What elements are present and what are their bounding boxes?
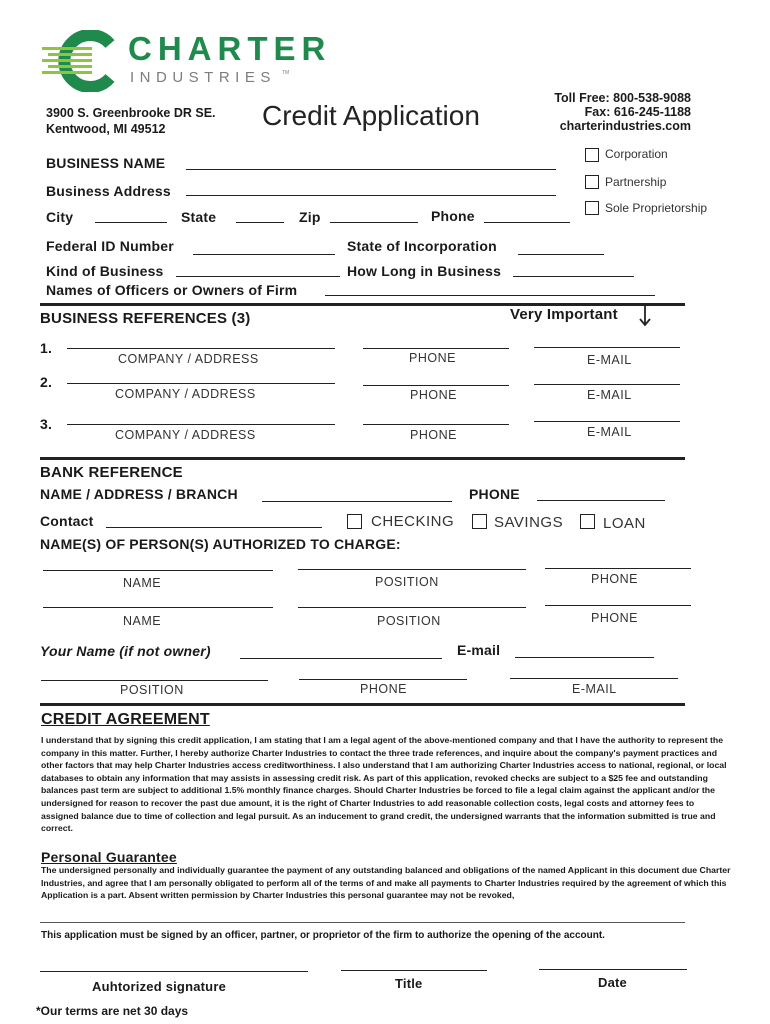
phone-field[interactable] [484,222,570,223]
references-heading: BUSINESS REFERENCES (3) [40,310,251,327]
your-email-value-label: E-MAIL [572,682,617,696]
bank-contact-label: Contact [40,513,94,529]
charter-logo-mark-icon [40,30,120,92]
authorized-position-field[interactable] [298,569,526,570]
reference-company-field[interactable] [67,348,335,349]
authorized-position-field[interactable] [298,607,526,608]
authorized-name-field[interactable] [43,607,273,608]
your-name-label: Your Name (if not owner) [40,643,211,659]
your-position-label: POSITION [120,683,184,697]
reference-phone-label: PHONE [410,428,457,442]
title-label: Title [395,976,423,991]
reference-company-label: COMPANY / ADDRESS [115,428,256,442]
savings-label: SAVINGS [494,514,564,531]
federal-id-field[interactable] [193,254,335,255]
city-label: City [46,209,74,225]
terms-note: *Our terms are net 30 days [36,1004,189,1018]
authorized-name-label: NAME [123,576,162,590]
bank-contact-field[interactable] [106,527,322,528]
toll-free: Toll Free: 800-538-9088 [554,91,691,105]
very-important-label: Very Important [510,306,618,323]
reference-email-field[interactable] [534,421,680,422]
reference-number: 2. [40,374,53,390]
signature-field[interactable] [40,971,308,972]
your-position-field[interactable] [41,680,268,681]
state-of-incorporation-field[interactable] [518,254,604,255]
date-label: Date [598,975,627,990]
state-label: State [181,209,217,225]
corporation-checkbox[interactable] [585,148,599,162]
arrow-down-icon [638,305,652,327]
city-field[interactable] [95,222,167,223]
reference-email-label: E-MAIL [587,425,632,439]
your-phone-label: PHONE [360,682,407,696]
personal-guarantee-text: The undersigned personally and individually guarantee the payment of any outstanding balanced and obligations of the named Applicant in this document due Charter Industries, and agree that I am personally obligated to perform all of the terms of and make all payments to Charter Industries required by the agreement of which this Application is a part. Absent written permission by Charter Industries this personal guarantee may not be revoked, [41,865,731,901]
reference-number: 3. [40,416,53,432]
authorized-name-label: NAME [123,614,162,628]
your-email-value-field[interactable] [510,678,678,679]
how-long-field[interactable] [513,276,634,277]
reference-phone-label: PHONE [409,351,456,365]
date-field[interactable] [539,969,687,970]
your-email-label: E-mail [457,642,501,658]
reference-email-label: E-MAIL [587,388,632,402]
sole-proprietorship-checkbox[interactable] [585,201,599,215]
checking-checkbox[interactable] [347,514,362,529]
authorized-phone-label: PHONE [591,572,638,586]
company-logo [40,30,360,92]
savings-checkbox[interactable] [472,514,487,529]
zip-field[interactable] [330,222,418,223]
state-field[interactable] [236,222,284,223]
authorized-position-label: POSITION [375,575,439,589]
your-email-field[interactable] [515,657,654,658]
how-long-label: How Long in Business [347,263,502,279]
bank-name-address-label: NAME / ADDRESS / BRANCH [40,486,238,502]
reference-email-field[interactable] [534,347,680,348]
logo-text: CHARTER [128,30,332,67]
loan-checkbox[interactable] [580,514,595,529]
address-line1: 3900 S. Greenbrooke DR SE. [46,106,216,120]
agreement-divider [40,922,685,923]
reference-company-field[interactable] [67,383,335,384]
reference-phone-field[interactable] [363,348,509,349]
partnership-label: Partnership [605,175,667,189]
website[interactable]: charterindustries.com [559,119,691,133]
loan-label: LOAN [603,515,646,532]
section-divider [40,457,685,460]
checking-label: CHECKING [371,513,455,530]
address-line2: Kentwood, MI 49512 [46,122,166,136]
reference-company-label: COMPANY / ADDRESS [118,352,259,366]
page-title: Credit Application [262,100,480,131]
state-of-incorporation-label: State of Incorporation [347,238,497,254]
federal-id-label: Federal ID Number [46,238,174,254]
officers-label: Names of Officers or Owners of Firm [46,282,298,298]
authorized-phone-field[interactable] [545,568,691,569]
fax-number: Fax: 616-245-1188 [584,105,691,119]
bank-phone-label: PHONE [469,486,520,502]
personal-guarantee-heading: Personal Guarantee [41,849,177,865]
sole-proprietorship-label: Sole Proprietorship [605,201,708,215]
logo-subtext: INDUSTRIES [130,69,276,86]
corporation-label: Corporation [605,147,668,161]
authorized-position-label: POSITION [377,614,441,628]
kind-of-business-field[interactable] [176,276,340,277]
your-name-field[interactable] [240,658,442,659]
sign-notice: This application must be signed by an officer, partner, or proprietor of the firm to authorize the opening of the account. [41,930,605,941]
authorized-name-field[interactable] [43,570,273,571]
officers-field[interactable] [325,295,655,296]
reference-email-field[interactable] [534,384,680,385]
title-field[interactable] [341,970,487,971]
bank-phone-field[interactable] [537,500,665,501]
credit-agreement-text: I understand that by signing this credit application, I am stating that I am a legal agent of the above-mentioned company and that I have the authority to represent the company in this matter. Further, I hereby authorize Charter Industries to contact the three trade references, and inquire about the company's payment practices and other factors that may help Charter Industries access creditworthiness. I also understand that I am authorizing Charter Industries access to national, regional, or local databases to obtain any information that may assists in assessing credit risk. As part of this application, revoked checks are subject to a $25 fee and outstanding balances past term are subject to additional 1.5% monthly finance charges. Should Charter Industries be forced to file a legal claim against the applicant and/or the undersigned for reason to recover the past due amount, it is the right of Charter Industries to add reasonable collection costs, legal costs and attorney fees to assigned balance due to time of collection and legal pursuit. As an inducement to grand credit, the undersigned warrants that the information submitted is true and correct. [41,735,727,834]
bank-name-address-field[interactable] [262,501,452,502]
logo-trademark: TM [282,70,290,76]
bank-reference-heading: BANK REFERENCE [40,464,183,481]
authorized-phone-field[interactable] [545,605,691,606]
reference-company-label: COMPANY / ADDRESS [115,387,256,401]
reference-phone-field[interactable] [363,424,509,425]
business-address-field[interactable] [186,195,556,196]
business-name-label: BUSINESS NAME [46,155,166,171]
business-name-field[interactable] [186,169,556,170]
signature-label: Auhtorized signature [92,979,227,994]
credit-agreement-heading: CREDIT AGREEMENT [41,711,210,728]
authorized-phone-label: PHONE [591,611,638,625]
section-divider [40,703,685,706]
business-address-label: Business Address [46,183,171,199]
partnership-checkbox[interactable] [585,175,599,189]
reference-email-label: E-MAIL [587,353,632,367]
zip-label: Zip [299,209,321,225]
reference-phone-label: PHONE [410,388,457,402]
your-phone-field[interactable] [299,679,467,680]
reference-phone-field[interactable] [363,385,509,386]
kind-of-business-label: Kind of Business [46,263,164,279]
reference-company-field[interactable] [67,424,335,425]
phone-label: Phone [431,208,475,224]
authorized-persons-heading: NAME(S) OF PERSON(S) AUTHORIZED TO CHARGE: [40,536,401,552]
reference-number: 1. [40,340,53,356]
